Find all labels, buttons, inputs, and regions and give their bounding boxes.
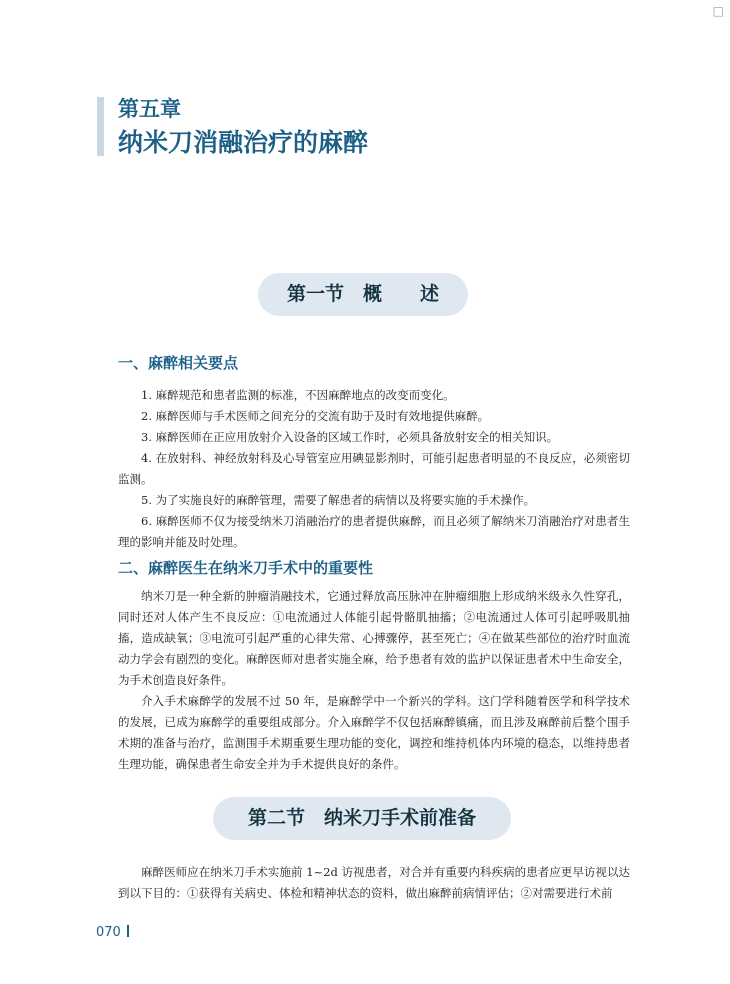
chapter-number: 第五章 bbox=[118, 97, 181, 121]
section-body bbox=[118, 586, 630, 775]
requirements-list bbox=[118, 385, 630, 553]
list-item: 2. 麻醉医师与手术医师之间充分的交流有助于及时有效地提供麻醉。 bbox=[141, 409, 490, 423]
list-item: 6. 麻醉医师不仅为接受纳米刀消融治疗的患者提供麻醉，而且必须了解纳米刀消融治疗对患者生理的影响并能及时处理。 bbox=[118, 514, 630, 549]
section-heading-1: 第一节 概 述 bbox=[258, 273, 468, 316]
chapter-title: 纳米刀消融治疗的麻醉 bbox=[118, 128, 369, 157]
body-paragraph: 麻醉医师应在纳米刀手术实施前 1~2d 访视患者，对合并有重要内科疾病的患者应更早访视以达到以下目的：①获得有关病史、体检和精神状态的资料，做出麻醉前病情评估；②对需要进行术前 bbox=[118, 865, 630, 900]
section-heading-2: 第二节 纳米刀手术前准备 bbox=[213, 797, 511, 840]
chapter-accent-bar bbox=[97, 97, 104, 156]
body-paragraph: 纳米刀是一种全新的肿瘤消融技术，它通过释放高压脉冲在肿瘤细胞上形成纳米级永久性穿孔，同时还对人体产生不良反应：①电流通过人体能引起骨骼肌抽搐；②电流通过人体可引起呼吸肌抽搐，造成缺氧；③电流可引起严重的心律失常、心搏骤停，甚至死亡；④在做某些部位的治疗时血流动力学会有剧烈的变化。麻醉医师对患者实施全麻，给予患者有效的监护以保证患者术中生命安全，为手术创造良好条件。 bbox=[118, 589, 630, 687]
page-footer bbox=[96, 925, 129, 940]
corner-mark: □ bbox=[712, 4, 724, 18]
list-item: 3. 麻醉医师在正应用放射介入设备的区域工作时，必须具备放射安全的相关知识。 bbox=[141, 430, 559, 444]
body-paragraph: 介入手术麻醉学的发展不过 50 年，是麻醉学中一个新兴的学科。这门学科随着医学和科学技术的发展，已成为麻醉学的重要组成部分。介入麻醉学不仅包括麻醉镇痛，而且涉及麻醉前后整个围手术期的准备与治疗，监测围手术期重要生理功能的变化，调控和维持机体内环境的稳态，以维持患者生理功能，确保患者生命安全并为手术提供良好的条件。 bbox=[118, 694, 630, 771]
subsection-heading-2: 二、麻醉医生在纳米刀手术中的重要性 bbox=[118, 559, 374, 577]
footer-divider bbox=[127, 925, 129, 937]
subsection-heading-1: 一、麻醉相关要点 bbox=[118, 354, 239, 372]
section-body bbox=[118, 862, 630, 904]
list-item: 1. 麻醉规范和患者监测的标准，不因麻醉地点的改变而变化。 bbox=[141, 388, 455, 402]
page-number: 070 bbox=[96, 925, 121, 940]
list-item: 5. 为了实施良好的麻醉管理，需要了解患者的病情以及将要实施的手术操作。 bbox=[141, 493, 536, 507]
list-item: 4. 在放射科、神经放射科及心导管室应用碘显影剂时，可能引起患者明显的不良反应，必须密切监测。 bbox=[118, 451, 630, 486]
